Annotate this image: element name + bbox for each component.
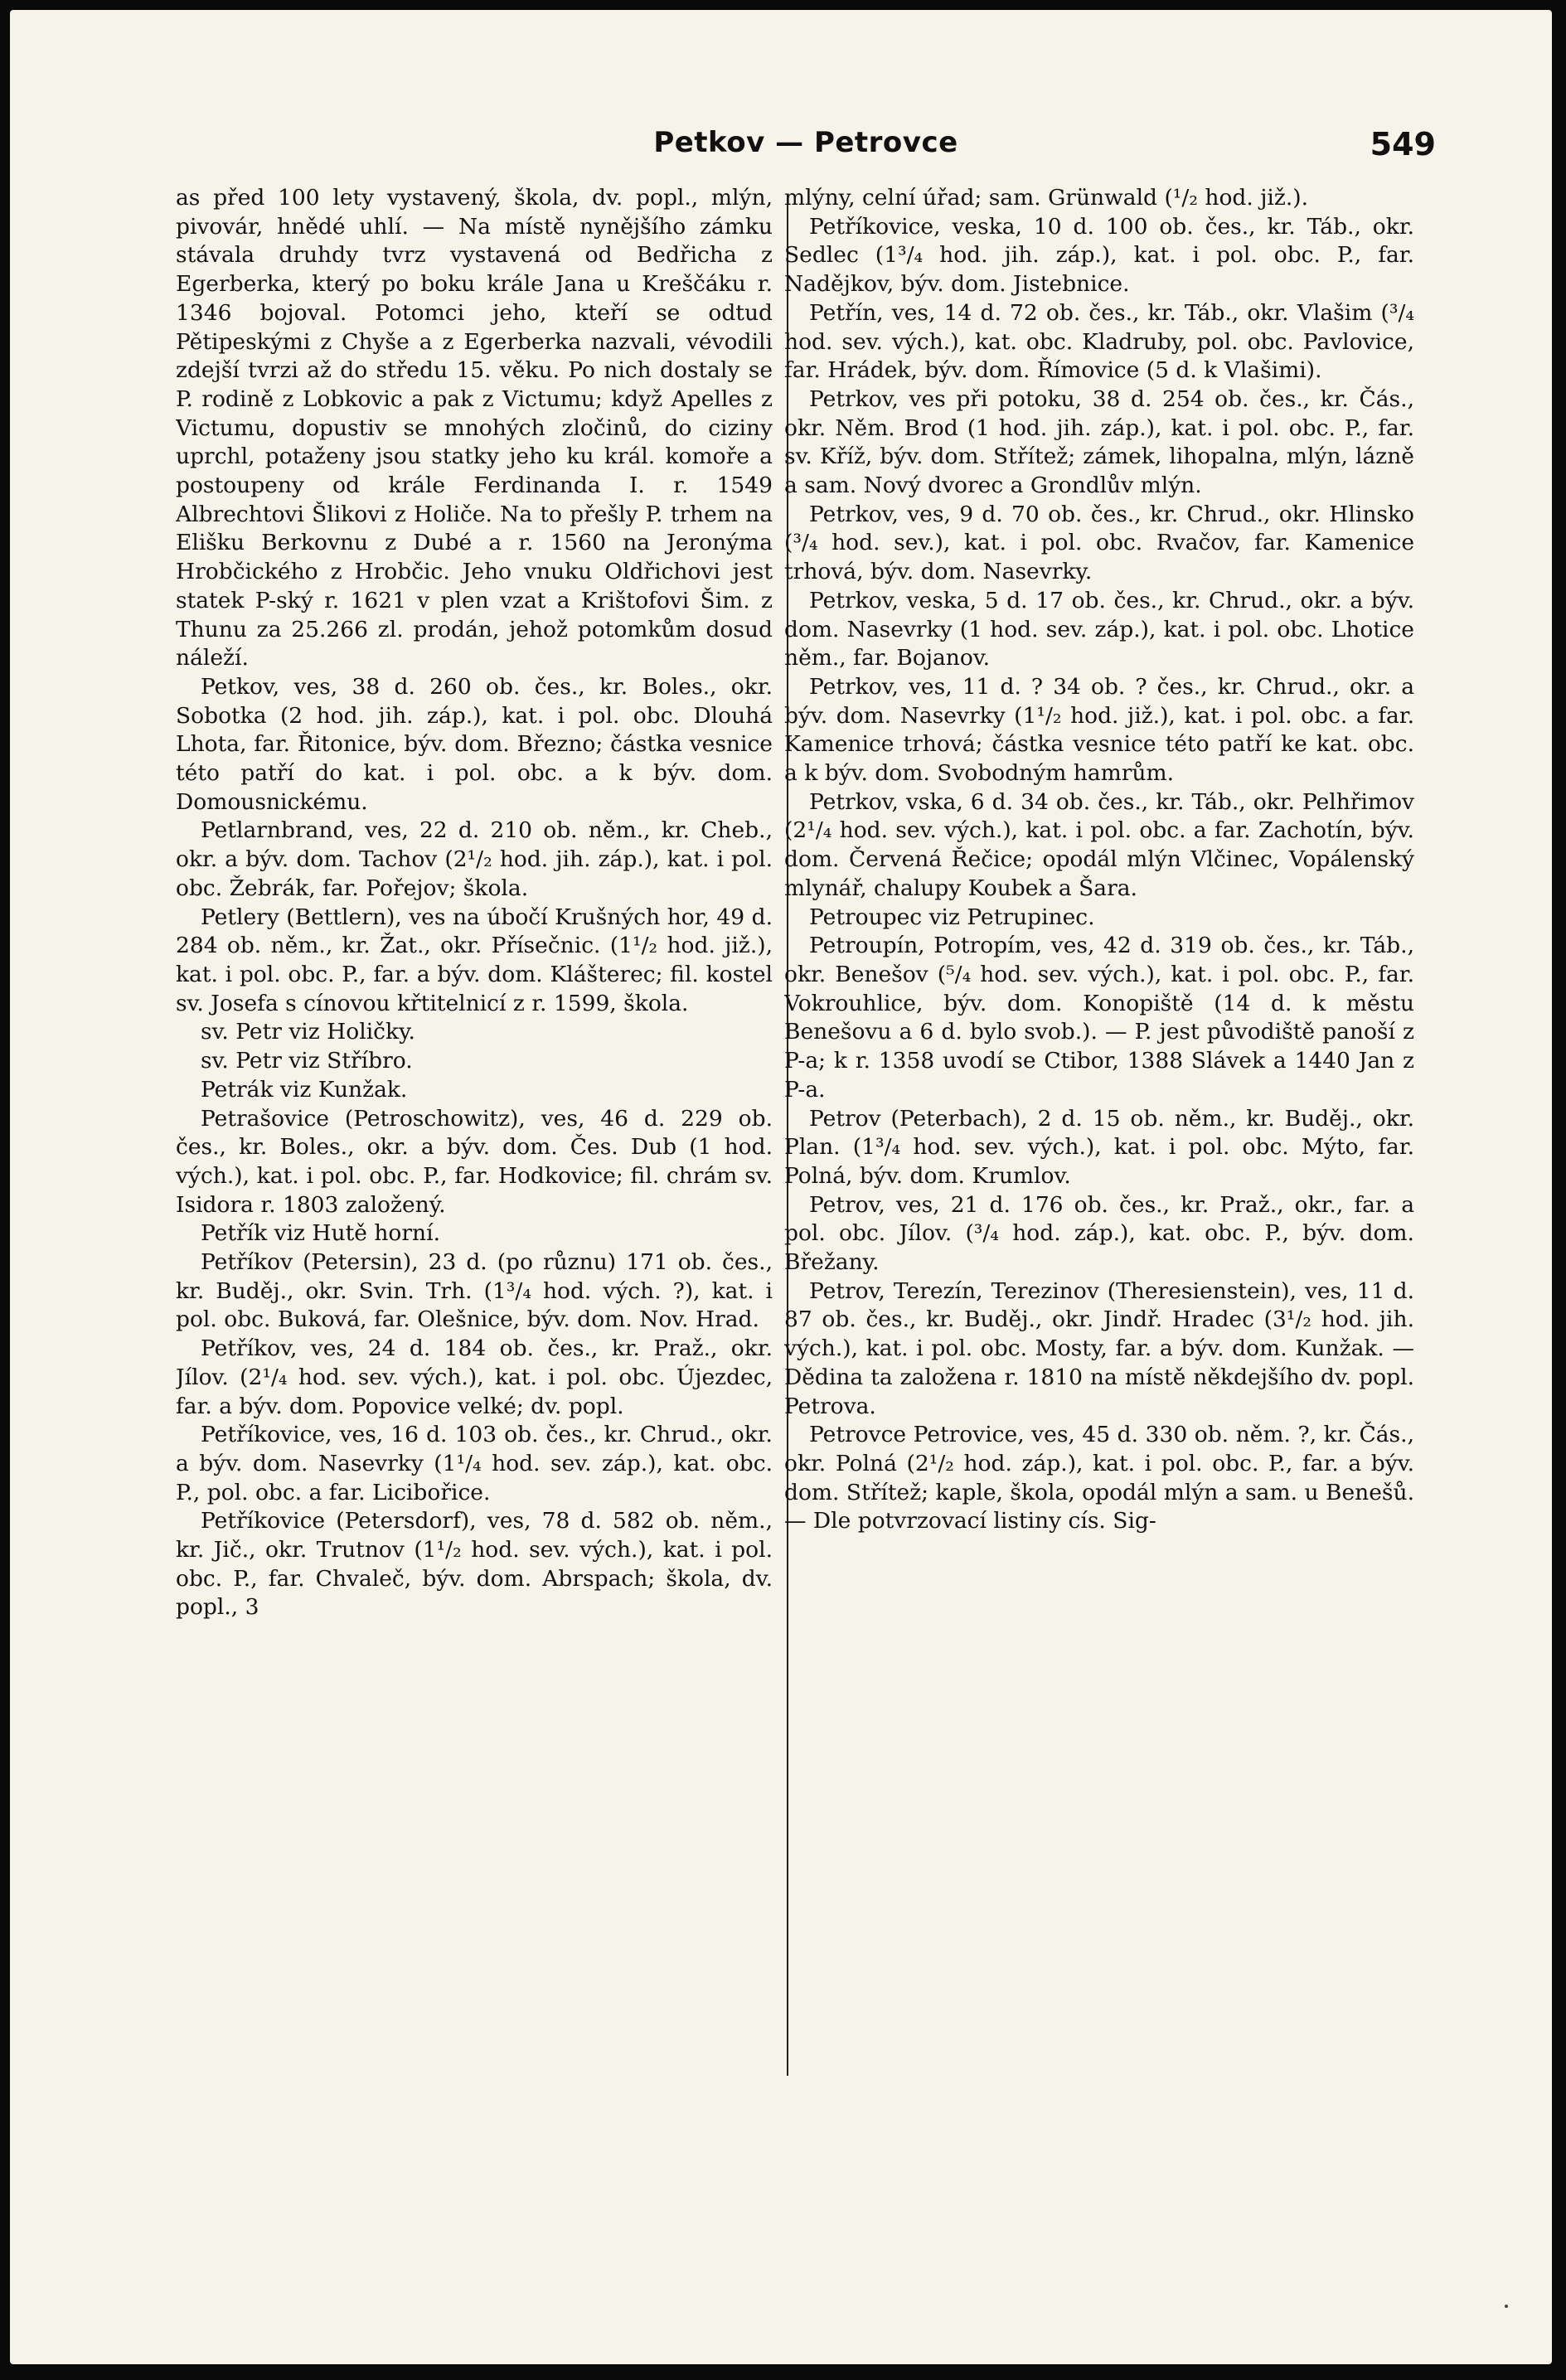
- dictionary-entry: Petřík viz Hutě horní.: [201, 1220, 441, 1247]
- dictionary-entry: Petrák viz Kunžak.: [201, 1076, 408, 1103]
- dictionary-entry: Petlarnbrand, ves, 22 d. 210 ob. něm., kr. Cheb., okr. a býv. dom. Tachov (2¹/₂ hod. jih. záp.), kat. i pol. obc. Žebrák, far. Pořejov; škola.: [176, 817, 773, 901]
- dictionary-entry: Petrov (Peterbach), 2 d. 15 ob. něm., kr. Buděj., okr. Plan. (1³/₄ hod. sev. vých.), kat. i pol. obc. Mýto, far. Polná, býv. dom. Krumlov.: [784, 1105, 1414, 1189]
- dictionary-entry: Petříkovice (Petersdorf), ves, 78 d. 582 ob. něm., kr. Jič., okr. Trutnov (1¹/₂ hod. sev. vých.), kat. i pol. obc. P., far. Chvaleč, býv. dom. Abrspach; škola, dv. popl., 3: [176, 1508, 773, 1621]
- dictionary-entry: Petlery (Bettlern), ves na úbočí Krušných hor, 49 d. 284 ob. něm., kr. Žat., okr. Přísečnic. (1¹/₂ hod. již.), kat. i pol. obc. P., far. a býv. dom. Klášterec; fil. kostel sv. Josefa s cínovou křtitelnicí z r. 1599, škola.: [176, 904, 773, 1016]
- dictionary-entry: Petříkov, ves, 24 d. 184 ob. čes., kr. Praž., okr. Jílov. (2¹/₄ hod. sev. vých.), kat. i pol. obc. Újezdec, far. a býv. dom. Popovice velké; dv. popl.: [176, 1335, 773, 1419]
- dictionary-entry: sv. Petr viz Holičky.: [201, 1019, 415, 1045]
- left-column: [176, 184, 773, 2290]
- dictionary-entry: Petříkovice, ves, 16 d. 103 ob. čes., kr. Chrud., okr. a býv. dom. Nasevrky (1¹/₄ hod. sev. záp.), kat. obc. P., pol. obc. a far. Licibořice.: [176, 1422, 773, 1505]
- dictionary-entry: Petrovce Petrovice, ves, 45 d. 330 ob. něm. ?, kr. Čás., okr. Polná (2¹/₂ hod. záp.), kat. i pol. obc. P., far. a býv. dom. Střítež; kaple, škola, opodál mlýn a sam. u Benešů. — Dle potvrzovací listiny cís. Sig-: [784, 1422, 1414, 1534]
- dictionary-entry: Petroupec viz Petrupinec.: [809, 904, 1095, 930]
- dictionary-entry: Petřín, ves, 14 d. 72 ob. čes., kr. Táb., okr. Vlašim (³/₄ hod. sev. vých.), kat. obc. Kladruby, pol. obc. Pavlovice, far. Hrádek, býv. dom. Římovice (5 d. k Vlašimi).: [784, 299, 1414, 384]
- dictionary-entry: Petrkov, veska, 5 d. 17 ob. čes., kr. Chrud., okr. a býv. dom. Nasevrky (1 hod. sev. záp.), kat. i pol. obc. Lhotice něm., far. Bojanov.: [784, 587, 1414, 671]
- running-header: [176, 126, 1436, 176]
- dictionary-entry: Petrašovice (Petroschowitz), ves, 46 d. 229 ob. čes., kr. Boles., okr. a býv. dom. Čes. Dub (1 hod. vých.), kat. i pol. obc. P., far. Hodkovice; fil. chrám sv. Isidora r. 1803 založený.: [176, 1105, 773, 1218]
- dictionary-entry: Petříkovice, veska, 10 d. 100 ob. čes., kr. Táb., okr. Sedlec (1³/₄ hod. jih. záp.), kat. i pol. obc. P., far. Nadějkov, býv. dom. Jistebnice.: [784, 213, 1414, 298]
- page-title: Petkov — Petrovce: [653, 126, 958, 159]
- entry-continuation: mlýny, celní úřad; sam. Grünwald (¹/₂ hod. již.).: [784, 185, 1309, 211]
- entry-continuation: as před 100 lety vystavený, škola, dv. popl., mlýn, pivovár, hnědé uhlí. — Na místě nynějšího zámku stávala druhdy tvrz vystavená od Bedřicha z Egerberka, který po boku krále Jana u Kreščáku r. 1346 bojoval. Potomci jeho, kteří se odtud Pětipeskými z Chyše a z Egerberka nazvali, vévodili zdejší tvrzi až do středu 15. věku. Po nich dostaly se P. rodině z Lobkovic a pak z Victumu; když Apelles z Victumu, dopustiv se mnohých zločinů, do ciziny uprchl, potaženy jsou statky jeho ku král. komoře a postoupeny od krále Ferdinanda I. r. 1549 Albrechtovi Šlikovi z Holiče. Na to přešly P. trhem na Elišku Berkovnu z Dubé a r. 1560 na Jeronýma Hrobčického z Hrobčic. Jeho vnuku Oldřichovi jest statek P-ský r. 1621 v plen vzat a Krištofovi Šim. z Thunu za 25.266 zl. prodán, jehož potomkům dosud náleží.: [176, 185, 773, 671]
- dictionary-entry: sv. Petr viz Stříbro.: [201, 1048, 413, 1074]
- scan-speck: [1505, 2305, 1508, 2308]
- dictionary-entry: Petrkov, ves, 9 d. 70 ob. čes., kr. Chrud., okr. Hlinsko (³/₄ hod. sev.), kat. i pol. obc. Rvačov, far. Kamenice trhová, býv. dom. Nasevrky.: [784, 501, 1414, 585]
- page-number: 549: [1370, 126, 1436, 162]
- dictionary-entry: Petkov, ves, 38 d. 260 ob. čes., kr. Boles., okr. Sobotka (2 hod. jih. záp.), kat. i pol. obc. Dlouhá Lhota, far. Řitonice, býv. dom. Březno; částka vesnice této patří do kat. i pol. obc. a k býv. dom. Domousnickému.: [176, 673, 773, 815]
- dictionary-entry: Petroupín, Potropím, ves, 42 d. 319 ob. čes., kr. Táb., okr. Benešov (⁵/₄ hod. sev. vých.), kat. i pol. obc. P., far. Vokrouhlice, býv. dom. Konopiště (14 d. k městu Benešovu a 6 d. bylo svob.). — P. jest původiště panoší z P-a; k r. 1358 uvodí se Ctibor, 1388 Slávek a 1440 Jan z P-a.: [784, 933, 1414, 1103]
- dictionary-entry: Petříkov (Petersin), 23 d. (po různu) 171 ob. čes., kr. Buděj., okr. Svin. Trh. (1³/₄ hod. vých. ?), kat. i pol. obc. Buková, far. Olešnice, býv. dom. Nov. Hrad.: [176, 1249, 773, 1333]
- dictionary-entry: Petrov, ves, 21 d. 176 ob. čes., kr. Praž., okr., far. a pol. obc. Jílov. (³/₄ hod. záp.), kat. obc. P., býv. dom. Břežany.: [784, 1191, 1414, 1276]
- right-column: [784, 184, 1414, 2290]
- dictionary-entry: Petrkov, ves, 11 d. ? 34 ob. ? čes., kr. Chrud., okr. a býv. dom. Nasevrky (1¹/₂ hod. již.), kat. i pol. obc. a far. Kamenice trhová; částka vesnice této patří ke kat. obc. a k býv. dom. Svobodným hamrům.: [784, 673, 1414, 787]
- dictionary-entry: Petrov, Terezín, Terezinov (Theresienstein), ves, 11 d. 87 ob. čes., kr. Buděj., okr. Jindř. Hradec (3¹/₂ hod. jih. vých.), kat. i pol. obc. Mosty, far. a býv. dom. Kunžak. — Dědina ta založena r. 1810 na místě někdejšího dv. popl. Petrova.: [784, 1277, 1414, 1419]
- dictionary-entry: Petrkov, vska, 6 d. 34 ob. čes., kr. Táb., okr. Pelhřimov (2¹/₄ hod. sev. vých.), kat. i pol. obc. a far. Zachotín, býv. dom. Červená Řečice; opodál mlýn Vlčinec, Vopálenský mlynář, chalupy Koubek a Šara.: [784, 788, 1414, 901]
- dictionary-entry: Petrkov, ves při potoku, 38 d. 254 ob. čes., kr. Čás., okr. Něm. Brod (1 hod. jih. záp.), kat. i pol. obc. P., far. sv. Kříž, býv. dom. Střítež; zámek, lihopalna, mlýn, lázně a sam. Nový dvorec a Grondlův mlýn.: [784, 385, 1414, 499]
